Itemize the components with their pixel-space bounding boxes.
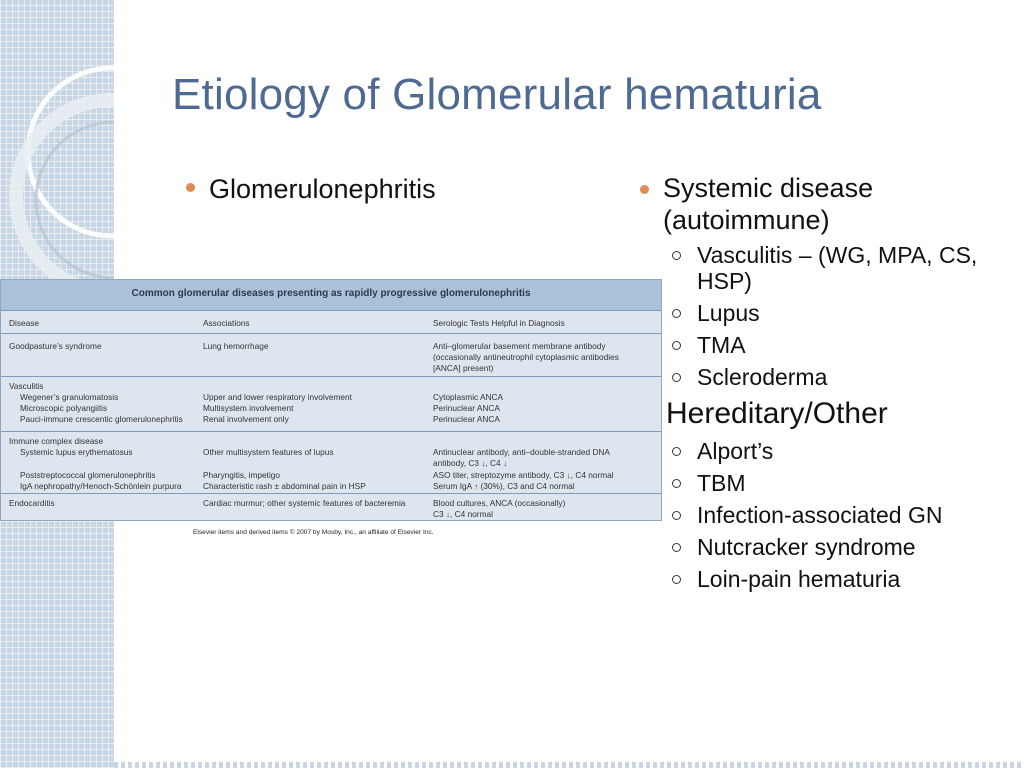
ring-bullet-icon [672,543,681,552]
list-item: Alport’s [672,438,1020,464]
table-cell: C3 ↓, C4 normal [433,509,493,519]
table-cell: Perinuclear ANCA [433,403,500,413]
list-item: Nutcracker syndrome [672,534,1020,560]
table-divider [1,493,661,494]
table-cell: Wegener’s granulomatosis [20,392,119,402]
ring-bullet-icon [672,373,681,382]
table-group-label: Immune complex disease [9,436,104,446]
table-cell: Goodpasture’s syndrome [9,341,102,351]
table-cell: Multisystem involvement [203,403,294,413]
list-item: Vasculitis – (WG, MPA, CS, HSP) [672,242,1020,294]
decorative-bottom-border [114,762,1024,768]
table-credit: Elsevier items and derived items © 2007 by Mosby, Inc., an affiliate of Elsevier Inc. [193,529,434,536]
list-item: Lupus [672,300,1020,326]
list-item: TBM [672,470,1020,496]
table-cell: Renal involvement only [203,414,289,424]
list-item: Scleroderma [672,364,1020,390]
table-cell: Systemic lupus erythematosus [20,447,133,457]
table-cell: [ANCA] present) [433,363,494,373]
table-cell: Characteristic rash ± abdominal pain in HSP [203,481,366,491]
table-cell: Antinuclear antibody, anti–double-stranded DNA [433,447,610,457]
column-header-associations: Associations [203,318,250,328]
list-item: Loin-pain hematuria [672,566,1020,592]
table-cell: Blood cultures, ANCA (occasionally) [433,498,566,508]
table-title: Common glomerular diseases presenting as rapidly progressive glomerulonephritis [131,288,531,299]
bullet-dot-icon [640,185,649,194]
ring-bullet-icon [672,575,681,584]
rpgn-table [0,279,662,521]
left-bullet-text: Glomerulonephritis [209,174,436,204]
table-divider [1,431,661,432]
ring-bullet-icon [672,511,681,520]
slide-title: Etiology of Glomerular hematuria [172,70,822,119]
column-header-disease: Disease [9,318,39,328]
table-cell: Other multisystem features of lupus [203,447,334,457]
ring-bullet-icon [672,309,681,318]
ring-bullet-icon [672,447,681,456]
table-cell: Serum IgA ↑ (30%), C3 and C4 normal [433,481,575,491]
table-cell: antibody, C3 ↓, C4 ↓ [433,458,508,468]
ring-bullet-icon [672,251,681,260]
list-item: Infection-associated GN [672,502,1020,528]
table-group-label: Vasculitis [9,381,44,391]
table-cell: (occasionally antineutrophil cytoplasmic antibodies [433,352,619,362]
table-cell: Upper and lower respiratory involvement [203,392,352,402]
table-divider [1,333,661,334]
table-cell: Microscopic polyangiitis [20,403,108,413]
ring-bullet-icon [672,341,681,350]
right-main-bullet [640,172,1020,236]
table-cell: Cytoplasmic ANCA [433,392,504,402]
list-item: TMA [672,332,1020,358]
column-header-tests: Serologic Tests Helpful in Diagnosis [433,318,565,328]
bullet-dot-icon [186,183,195,192]
ring-bullet-icon [672,479,681,488]
table-cell: Endocarditis [9,498,55,508]
right-main-bullet-text: Systemic disease (autoimmune) [663,173,874,235]
table-cell: ASO titer, streptozyme antibody, C3 ↓, C4 normal [433,470,614,480]
table-divider [1,376,661,377]
table-cell: Lung hemorrhage [203,341,269,351]
table-header-bar [1,280,661,311]
table-cell: IgA nephropathy/Henoch-Schönlein purpura [20,481,182,491]
table-cell: Cardiac murmur; other systemic features of bacteremia [203,498,406,508]
table-cell: Pauci-immune crescentic glomerulonephritis [20,414,183,424]
hereditary-heading: Hereditary/Other [666,397,888,430]
table-cell: Pharyngitis, impetigo [203,470,281,480]
table-cell: Anti–glomerular basement membrane antibody [433,341,606,351]
table-cell: Poststreptococcal glomerulonephritis [20,470,156,480]
left-bullet [186,174,436,205]
right-column [640,172,1020,598]
table-cell: Perinuclear ANCA [433,414,500,424]
